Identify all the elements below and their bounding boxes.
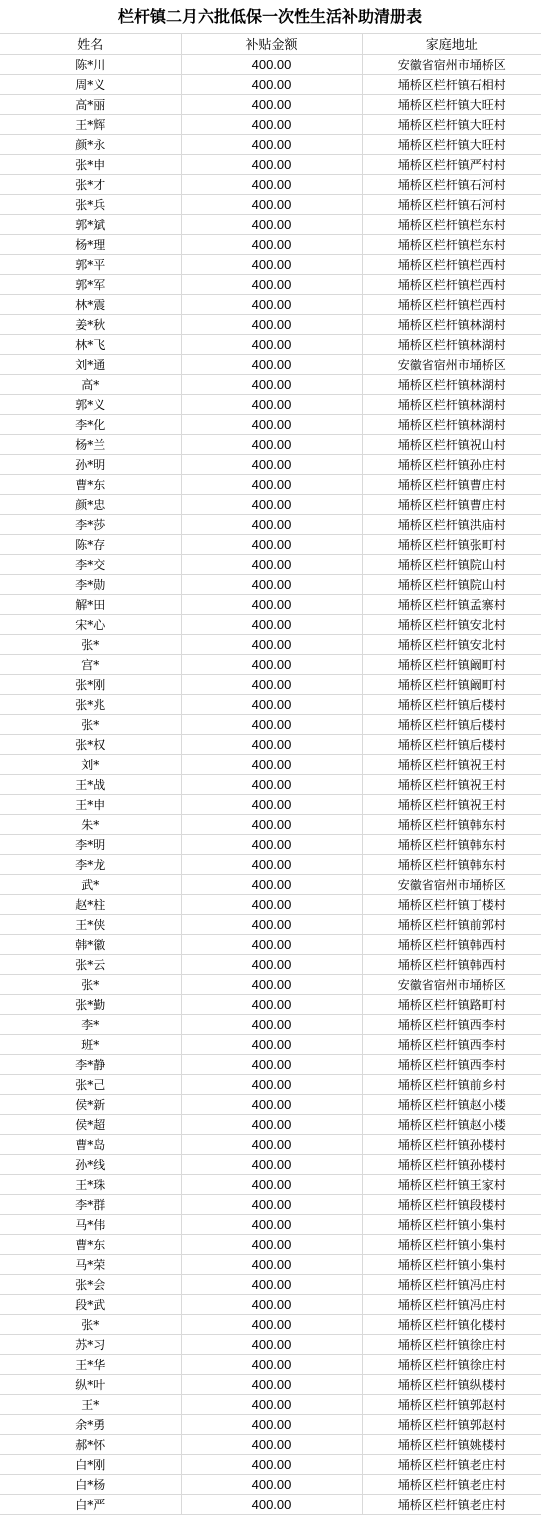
address-cell: 埇桥区栏杆镇徐庄村 bbox=[362, 1354, 541, 1374]
name-cell: 白*刚 bbox=[0, 1454, 181, 1474]
table-row bbox=[0, 54, 541, 74]
name-cell: 高*丽 bbox=[0, 94, 181, 114]
address-cell: 埇桥区栏杆镇石相村 bbox=[362, 74, 541, 94]
name-cell: 姜*秋 bbox=[0, 314, 181, 334]
table-row bbox=[0, 414, 541, 434]
table-row bbox=[0, 1474, 541, 1494]
name-cell: 王*申 bbox=[0, 794, 181, 814]
amount-cell: 400.00 bbox=[181, 1474, 362, 1494]
table-row bbox=[0, 654, 541, 674]
table-row bbox=[0, 794, 541, 814]
table-row bbox=[0, 374, 541, 394]
table-row bbox=[0, 594, 541, 614]
name-cell: 李* bbox=[0, 1014, 181, 1034]
amount-cell: 400.00 bbox=[181, 1054, 362, 1074]
name-cell: 杨*理 bbox=[0, 234, 181, 254]
address-cell: 埇桥区栏杆镇栏西村 bbox=[362, 254, 541, 274]
amount-cell: 400.00 bbox=[181, 294, 362, 314]
address-cell: 埇桥区栏杆镇韩东村 bbox=[362, 854, 541, 874]
table-row bbox=[0, 854, 541, 874]
header-amount: 补贴金额 bbox=[181, 34, 362, 54]
name-cell: 余*勇 bbox=[0, 1414, 181, 1434]
name-cell: 李*莎 bbox=[0, 514, 181, 534]
table-row bbox=[0, 1194, 541, 1214]
name-cell: 郝*怀 bbox=[0, 1434, 181, 1454]
address-cell: 埇桥区栏杆镇冯庄村 bbox=[362, 1274, 541, 1294]
table-row bbox=[0, 354, 541, 374]
address-cell: 埇桥区栏杆镇后楼村 bbox=[362, 734, 541, 754]
table-row bbox=[0, 114, 541, 134]
table-row bbox=[0, 1354, 541, 1374]
name-cell: 王*战 bbox=[0, 774, 181, 794]
amount-cell: 400.00 bbox=[181, 994, 362, 1014]
amount-cell: 400.00 bbox=[181, 214, 362, 234]
amount-cell: 400.00 bbox=[181, 1234, 362, 1254]
table-row bbox=[0, 774, 541, 794]
name-cell: 林*震 bbox=[0, 294, 181, 314]
table-row bbox=[0, 214, 541, 234]
amount-cell: 400.00 bbox=[181, 574, 362, 594]
name-cell: 颜*忠 bbox=[0, 494, 181, 514]
address-cell: 埇桥区栏杆镇西李村 bbox=[362, 1014, 541, 1034]
amount-cell: 400.00 bbox=[181, 1114, 362, 1134]
name-cell: 白*杨 bbox=[0, 1474, 181, 1494]
address-cell: 埇桥区栏杆镇孙庄村 bbox=[362, 454, 541, 474]
amount-cell: 400.00 bbox=[181, 974, 362, 994]
amount-cell: 400.00 bbox=[181, 914, 362, 934]
amount-cell: 400.00 bbox=[181, 594, 362, 614]
subsidy-table bbox=[0, 34, 541, 1515]
table-row bbox=[0, 554, 541, 574]
table-row bbox=[0, 874, 541, 894]
amount-cell: 400.00 bbox=[181, 834, 362, 854]
address-cell: 埇桥区栏杆镇小集村 bbox=[362, 1214, 541, 1234]
amount-cell: 400.00 bbox=[181, 1334, 362, 1354]
table-row bbox=[0, 754, 541, 774]
address-cell: 埇桥区栏杆镇韩东村 bbox=[362, 834, 541, 854]
name-cell: 李*勋 bbox=[0, 574, 181, 594]
table-row bbox=[0, 1154, 541, 1174]
address-cell: 埇桥区栏杆镇小集村 bbox=[362, 1234, 541, 1254]
amount-cell: 400.00 bbox=[181, 1134, 362, 1154]
table-row bbox=[0, 454, 541, 474]
address-cell: 埇桥区栏杆镇前郭村 bbox=[362, 914, 541, 934]
address-cell: 安徽省宿州市埇桥区 bbox=[362, 874, 541, 894]
name-cell: 李*交 bbox=[0, 554, 181, 574]
name-cell: 王*侠 bbox=[0, 914, 181, 934]
address-cell: 埇桥区栏杆镇赵小楼 bbox=[362, 1094, 541, 1114]
address-cell: 埇桥区栏杆镇阚町村 bbox=[362, 654, 541, 674]
name-cell: 张*己 bbox=[0, 1074, 181, 1094]
table-row bbox=[0, 1034, 541, 1054]
address-cell: 埇桥区栏杆镇栏西村 bbox=[362, 274, 541, 294]
name-cell: 纵*叶 bbox=[0, 1374, 181, 1394]
name-cell: 李*化 bbox=[0, 414, 181, 434]
table-row bbox=[0, 1174, 541, 1194]
amount-cell: 400.00 bbox=[181, 174, 362, 194]
amount-cell: 400.00 bbox=[181, 334, 362, 354]
name-cell: 李*龙 bbox=[0, 854, 181, 874]
name-cell: 苏*习 bbox=[0, 1334, 181, 1354]
name-cell: 张* bbox=[0, 974, 181, 994]
amount-cell: 400.00 bbox=[181, 854, 362, 874]
table-row bbox=[0, 1454, 541, 1474]
amount-cell: 400.00 bbox=[181, 1014, 362, 1034]
table-row bbox=[0, 254, 541, 274]
table-row bbox=[0, 834, 541, 854]
name-cell: 郭*军 bbox=[0, 274, 181, 294]
address-cell: 埇桥区栏杆镇孙楼村 bbox=[362, 1154, 541, 1174]
table-row bbox=[0, 1094, 541, 1114]
amount-cell: 400.00 bbox=[181, 1034, 362, 1054]
address-cell: 埇桥区栏杆镇曹庄村 bbox=[362, 494, 541, 514]
name-cell: 李*静 bbox=[0, 1054, 181, 1074]
table-row bbox=[0, 694, 541, 714]
table-row bbox=[0, 574, 541, 594]
address-cell: 埇桥区栏杆镇院山村 bbox=[362, 574, 541, 594]
amount-cell: 400.00 bbox=[181, 754, 362, 774]
amount-cell: 400.00 bbox=[181, 1414, 362, 1434]
amount-cell: 400.00 bbox=[181, 134, 362, 154]
address-cell: 安徽省宿州市埇桥区 bbox=[362, 974, 541, 994]
header-row bbox=[0, 34, 541, 54]
address-cell: 埇桥区栏杆镇大旺村 bbox=[362, 94, 541, 114]
address-cell: 埇桥区栏杆镇林湖村 bbox=[362, 314, 541, 334]
name-cell: 杨*兰 bbox=[0, 434, 181, 454]
amount-cell: 400.00 bbox=[181, 474, 362, 494]
address-cell: 埇桥区栏杆镇韩西村 bbox=[362, 934, 541, 954]
address-cell: 埇桥区栏杆镇韩东村 bbox=[362, 814, 541, 834]
table-row bbox=[0, 614, 541, 634]
name-cell: 张* bbox=[0, 1314, 181, 1334]
amount-cell: 400.00 bbox=[181, 314, 362, 334]
address-cell: 埇桥区栏杆镇王家村 bbox=[362, 1174, 541, 1194]
table-row bbox=[0, 994, 541, 1014]
name-cell: 陈*存 bbox=[0, 534, 181, 554]
name-cell: 解*田 bbox=[0, 594, 181, 614]
table-row bbox=[0, 914, 541, 934]
amount-cell: 400.00 bbox=[181, 654, 362, 674]
table-row bbox=[0, 274, 541, 294]
address-cell: 埇桥区栏杆镇姚楼村 bbox=[362, 1434, 541, 1454]
amount-cell: 400.00 bbox=[181, 94, 362, 114]
table-row bbox=[0, 1274, 541, 1294]
name-cell: 朱* bbox=[0, 814, 181, 834]
address-cell: 埇桥区栏杆镇大旺村 bbox=[362, 114, 541, 134]
address-cell: 埇桥区栏杆镇栏东村 bbox=[362, 234, 541, 254]
name-cell: 李*明 bbox=[0, 834, 181, 854]
name-cell: 陈*川 bbox=[0, 54, 181, 74]
address-cell: 埇桥区栏杆镇林湖村 bbox=[362, 414, 541, 434]
amount-cell: 400.00 bbox=[181, 1354, 362, 1374]
table-row bbox=[0, 674, 541, 694]
amount-cell: 400.00 bbox=[181, 194, 362, 214]
amount-cell: 400.00 bbox=[181, 1314, 362, 1334]
address-cell: 埇桥区栏杆镇安北村 bbox=[362, 634, 541, 654]
table-row bbox=[0, 234, 541, 254]
name-cell: 孙*明 bbox=[0, 454, 181, 474]
table-row bbox=[0, 1414, 541, 1434]
table-row bbox=[0, 1374, 541, 1394]
address-cell: 埇桥区栏杆镇林湖村 bbox=[362, 374, 541, 394]
name-cell: 武* bbox=[0, 874, 181, 894]
address-cell: 埇桥区栏杆镇老庄村 bbox=[362, 1454, 541, 1474]
name-cell: 侯*新 bbox=[0, 1094, 181, 1114]
name-cell: 张*兆 bbox=[0, 694, 181, 714]
table-row bbox=[0, 1134, 541, 1154]
address-cell: 埇桥区栏杆镇安北村 bbox=[362, 614, 541, 634]
table-row bbox=[0, 1254, 541, 1274]
table-row bbox=[0, 94, 541, 114]
amount-cell: 400.00 bbox=[181, 774, 362, 794]
address-cell: 埇桥区栏杆镇栏东村 bbox=[362, 214, 541, 234]
name-cell: 白*严 bbox=[0, 1494, 181, 1514]
address-cell: 埇桥区栏杆镇段楼村 bbox=[362, 1194, 541, 1214]
amount-cell: 400.00 bbox=[181, 674, 362, 694]
table-row bbox=[0, 974, 541, 994]
table-row bbox=[0, 1214, 541, 1234]
amount-cell: 400.00 bbox=[181, 1194, 362, 1214]
amount-cell: 400.00 bbox=[181, 374, 362, 394]
amount-cell: 400.00 bbox=[181, 274, 362, 294]
address-cell: 埇桥区栏杆镇严村村 bbox=[362, 154, 541, 174]
address-cell: 埇桥区栏杆镇祝王村 bbox=[362, 754, 541, 774]
address-cell: 埇桥区栏杆镇祝王村 bbox=[362, 774, 541, 794]
amount-cell: 400.00 bbox=[181, 1454, 362, 1474]
name-cell: 班* bbox=[0, 1034, 181, 1054]
name-cell: 韩*徽 bbox=[0, 934, 181, 954]
address-cell: 埇桥区栏杆镇路町村 bbox=[362, 994, 541, 1014]
table-row bbox=[0, 134, 541, 154]
table-row bbox=[0, 1294, 541, 1314]
address-cell: 埇桥区栏杆镇林湖村 bbox=[362, 394, 541, 414]
name-cell: 张*权 bbox=[0, 734, 181, 754]
name-cell: 张*兵 bbox=[0, 194, 181, 214]
address-cell: 埇桥区栏杆镇院山村 bbox=[362, 554, 541, 574]
address-cell: 埇桥区栏杆镇丁楼村 bbox=[362, 894, 541, 914]
table-row bbox=[0, 514, 541, 534]
table-row bbox=[0, 194, 541, 214]
table-row bbox=[0, 714, 541, 734]
table-body bbox=[0, 54, 541, 1514]
name-cell: 郭*平 bbox=[0, 254, 181, 274]
table-row bbox=[0, 814, 541, 834]
amount-cell: 400.00 bbox=[181, 934, 362, 954]
address-cell: 埇桥区栏杆镇郭赵村 bbox=[362, 1414, 541, 1434]
name-cell: 宋*心 bbox=[0, 614, 181, 634]
name-cell: 马*伟 bbox=[0, 1214, 181, 1234]
table-row bbox=[0, 954, 541, 974]
amount-cell: 400.00 bbox=[181, 614, 362, 634]
address-cell: 埇桥区栏杆镇西李村 bbox=[362, 1034, 541, 1054]
address-cell: 埇桥区栏杆镇化楼村 bbox=[362, 1314, 541, 1334]
table-row bbox=[0, 1494, 541, 1514]
name-cell: 王*华 bbox=[0, 1354, 181, 1374]
amount-cell: 400.00 bbox=[181, 794, 362, 814]
address-cell: 埇桥区栏杆镇郭赵村 bbox=[362, 1394, 541, 1414]
table-row bbox=[0, 894, 541, 914]
table-row bbox=[0, 1054, 541, 1074]
name-cell: 赵*柱 bbox=[0, 894, 181, 914]
amount-cell: 400.00 bbox=[181, 534, 362, 554]
address-cell: 埇桥区栏杆镇冯庄村 bbox=[362, 1294, 541, 1314]
amount-cell: 400.00 bbox=[181, 1294, 362, 1314]
address-cell: 埇桥区栏杆镇后楼村 bbox=[362, 714, 541, 734]
amount-cell: 400.00 bbox=[181, 894, 362, 914]
amount-cell: 400.00 bbox=[181, 734, 362, 754]
address-cell: 埇桥区栏杆镇徐庄村 bbox=[362, 1334, 541, 1354]
name-cell: 林*飞 bbox=[0, 334, 181, 354]
amount-cell: 400.00 bbox=[181, 454, 362, 474]
amount-cell: 400.00 bbox=[181, 114, 362, 134]
name-cell: 刘*通 bbox=[0, 354, 181, 374]
address-cell: 埇桥区栏杆镇曹庄村 bbox=[362, 474, 541, 494]
amount-cell: 400.00 bbox=[181, 874, 362, 894]
address-cell: 安徽省宿州市埇桥区 bbox=[362, 54, 541, 74]
amount-cell: 400.00 bbox=[181, 814, 362, 834]
address-cell: 埇桥区栏杆镇祝山村 bbox=[362, 434, 541, 454]
address-cell: 埇桥区栏杆镇孙楼村 bbox=[362, 1134, 541, 1154]
amount-cell: 400.00 bbox=[181, 714, 362, 734]
amount-cell: 400.00 bbox=[181, 1434, 362, 1454]
amount-cell: 400.00 bbox=[181, 1274, 362, 1294]
table-row bbox=[0, 1334, 541, 1354]
amount-cell: 400.00 bbox=[181, 1394, 362, 1414]
amount-cell: 400.00 bbox=[181, 394, 362, 414]
table-row bbox=[0, 74, 541, 94]
amount-cell: 400.00 bbox=[181, 1094, 362, 1114]
table-row bbox=[0, 334, 541, 354]
name-cell: 张*云 bbox=[0, 954, 181, 974]
address-cell: 埇桥区栏杆镇前乡村 bbox=[362, 1074, 541, 1094]
table-row bbox=[0, 1114, 541, 1134]
sheet-title: 栏杆镇二月六批低保一次性生活补助清册表 bbox=[0, 0, 541, 34]
table-row bbox=[0, 1074, 541, 1094]
name-cell: 张*才 bbox=[0, 174, 181, 194]
name-cell: 曹*东 bbox=[0, 474, 181, 494]
address-cell: 埇桥区栏杆镇老庄村 bbox=[362, 1474, 541, 1494]
table-row bbox=[0, 1394, 541, 1414]
table-row bbox=[0, 394, 541, 414]
amount-cell: 400.00 bbox=[181, 1374, 362, 1394]
address-cell: 安徽省宿州市埇桥区 bbox=[362, 354, 541, 374]
name-cell: 曹*岛 bbox=[0, 1134, 181, 1154]
header-address: 家庭地址 bbox=[362, 34, 541, 54]
address-cell: 埇桥区栏杆镇后楼村 bbox=[362, 694, 541, 714]
table-row bbox=[0, 474, 541, 494]
table-row bbox=[0, 294, 541, 314]
amount-cell: 400.00 bbox=[181, 954, 362, 974]
table-row bbox=[0, 934, 541, 954]
name-cell: 孙*线 bbox=[0, 1154, 181, 1174]
table-row bbox=[0, 434, 541, 454]
table-row bbox=[0, 634, 541, 654]
table-row bbox=[0, 1314, 541, 1334]
amount-cell: 400.00 bbox=[181, 1074, 362, 1094]
name-cell: 张*会 bbox=[0, 1274, 181, 1294]
address-cell: 埇桥区栏杆镇阚町村 bbox=[362, 674, 541, 694]
amount-cell: 400.00 bbox=[181, 494, 362, 514]
amount-cell: 400.00 bbox=[181, 414, 362, 434]
name-cell: 颜*永 bbox=[0, 134, 181, 154]
name-cell: 王*辉 bbox=[0, 114, 181, 134]
name-cell: 刘* bbox=[0, 754, 181, 774]
address-cell: 埇桥区栏杆镇西李村 bbox=[362, 1054, 541, 1074]
table-row bbox=[0, 534, 541, 554]
table-row bbox=[0, 1434, 541, 1454]
name-cell: 高* bbox=[0, 374, 181, 394]
name-cell: 郭*斌 bbox=[0, 214, 181, 234]
name-cell: 王* bbox=[0, 1394, 181, 1414]
name-cell: 李*群 bbox=[0, 1194, 181, 1214]
name-cell: 张*申 bbox=[0, 154, 181, 174]
amount-cell: 400.00 bbox=[181, 234, 362, 254]
address-cell: 埇桥区栏杆镇栏西村 bbox=[362, 294, 541, 314]
name-cell: 曹*东 bbox=[0, 1234, 181, 1254]
amount-cell: 400.00 bbox=[181, 1494, 362, 1514]
address-cell: 埇桥区栏杆镇祝王村 bbox=[362, 794, 541, 814]
header-name: 姓名 bbox=[0, 34, 181, 54]
name-cell: 侯*超 bbox=[0, 1114, 181, 1134]
name-cell: 段*武 bbox=[0, 1294, 181, 1314]
amount-cell: 400.00 bbox=[181, 514, 362, 534]
amount-cell: 400.00 bbox=[181, 354, 362, 374]
table-row bbox=[0, 494, 541, 514]
table-row bbox=[0, 154, 541, 174]
address-cell: 埇桥区栏杆镇石河村 bbox=[362, 174, 541, 194]
amount-cell: 400.00 bbox=[181, 1254, 362, 1274]
amount-cell: 400.00 bbox=[181, 54, 362, 74]
address-cell: 埇桥区栏杆镇孟寨村 bbox=[362, 594, 541, 614]
address-cell: 埇桥区栏杆镇洪庙村 bbox=[362, 514, 541, 534]
name-cell: 王*珠 bbox=[0, 1174, 181, 1194]
name-cell: 张*刚 bbox=[0, 674, 181, 694]
amount-cell: 400.00 bbox=[181, 74, 362, 94]
amount-cell: 400.00 bbox=[181, 694, 362, 714]
address-cell: 埇桥区栏杆镇纵楼村 bbox=[362, 1374, 541, 1394]
address-cell: 埇桥区栏杆镇大旺村 bbox=[362, 134, 541, 154]
amount-cell: 400.00 bbox=[181, 554, 362, 574]
address-cell: 埇桥区栏杆镇小集村 bbox=[362, 1254, 541, 1274]
amount-cell: 400.00 bbox=[181, 1174, 362, 1194]
address-cell: 埇桥区栏杆镇张町村 bbox=[362, 534, 541, 554]
table-row bbox=[0, 1234, 541, 1254]
address-cell: 埇桥区栏杆镇老庄村 bbox=[362, 1494, 541, 1514]
name-cell: 周*义 bbox=[0, 74, 181, 94]
name-cell: 张*勤 bbox=[0, 994, 181, 1014]
address-cell: 埇桥区栏杆镇林湖村 bbox=[362, 334, 541, 354]
amount-cell: 400.00 bbox=[181, 634, 362, 654]
name-cell: 宫* bbox=[0, 654, 181, 674]
table-row bbox=[0, 1014, 541, 1034]
amount-cell: 400.00 bbox=[181, 154, 362, 174]
address-cell: 埇桥区栏杆镇石河村 bbox=[362, 194, 541, 214]
name-cell: 张* bbox=[0, 634, 181, 654]
name-cell: 马*荣 bbox=[0, 1254, 181, 1274]
table-row bbox=[0, 174, 541, 194]
table-row bbox=[0, 314, 541, 334]
address-cell: 埇桥区栏杆镇韩西村 bbox=[362, 954, 541, 974]
amount-cell: 400.00 bbox=[181, 1154, 362, 1174]
amount-cell: 400.00 bbox=[181, 434, 362, 454]
name-cell: 张* bbox=[0, 714, 181, 734]
name-cell: 郭*义 bbox=[0, 394, 181, 414]
amount-cell: 400.00 bbox=[181, 254, 362, 274]
address-cell: 埇桥区栏杆镇赵小楼 bbox=[362, 1114, 541, 1134]
amount-cell: 400.00 bbox=[181, 1214, 362, 1234]
table-row bbox=[0, 734, 541, 754]
